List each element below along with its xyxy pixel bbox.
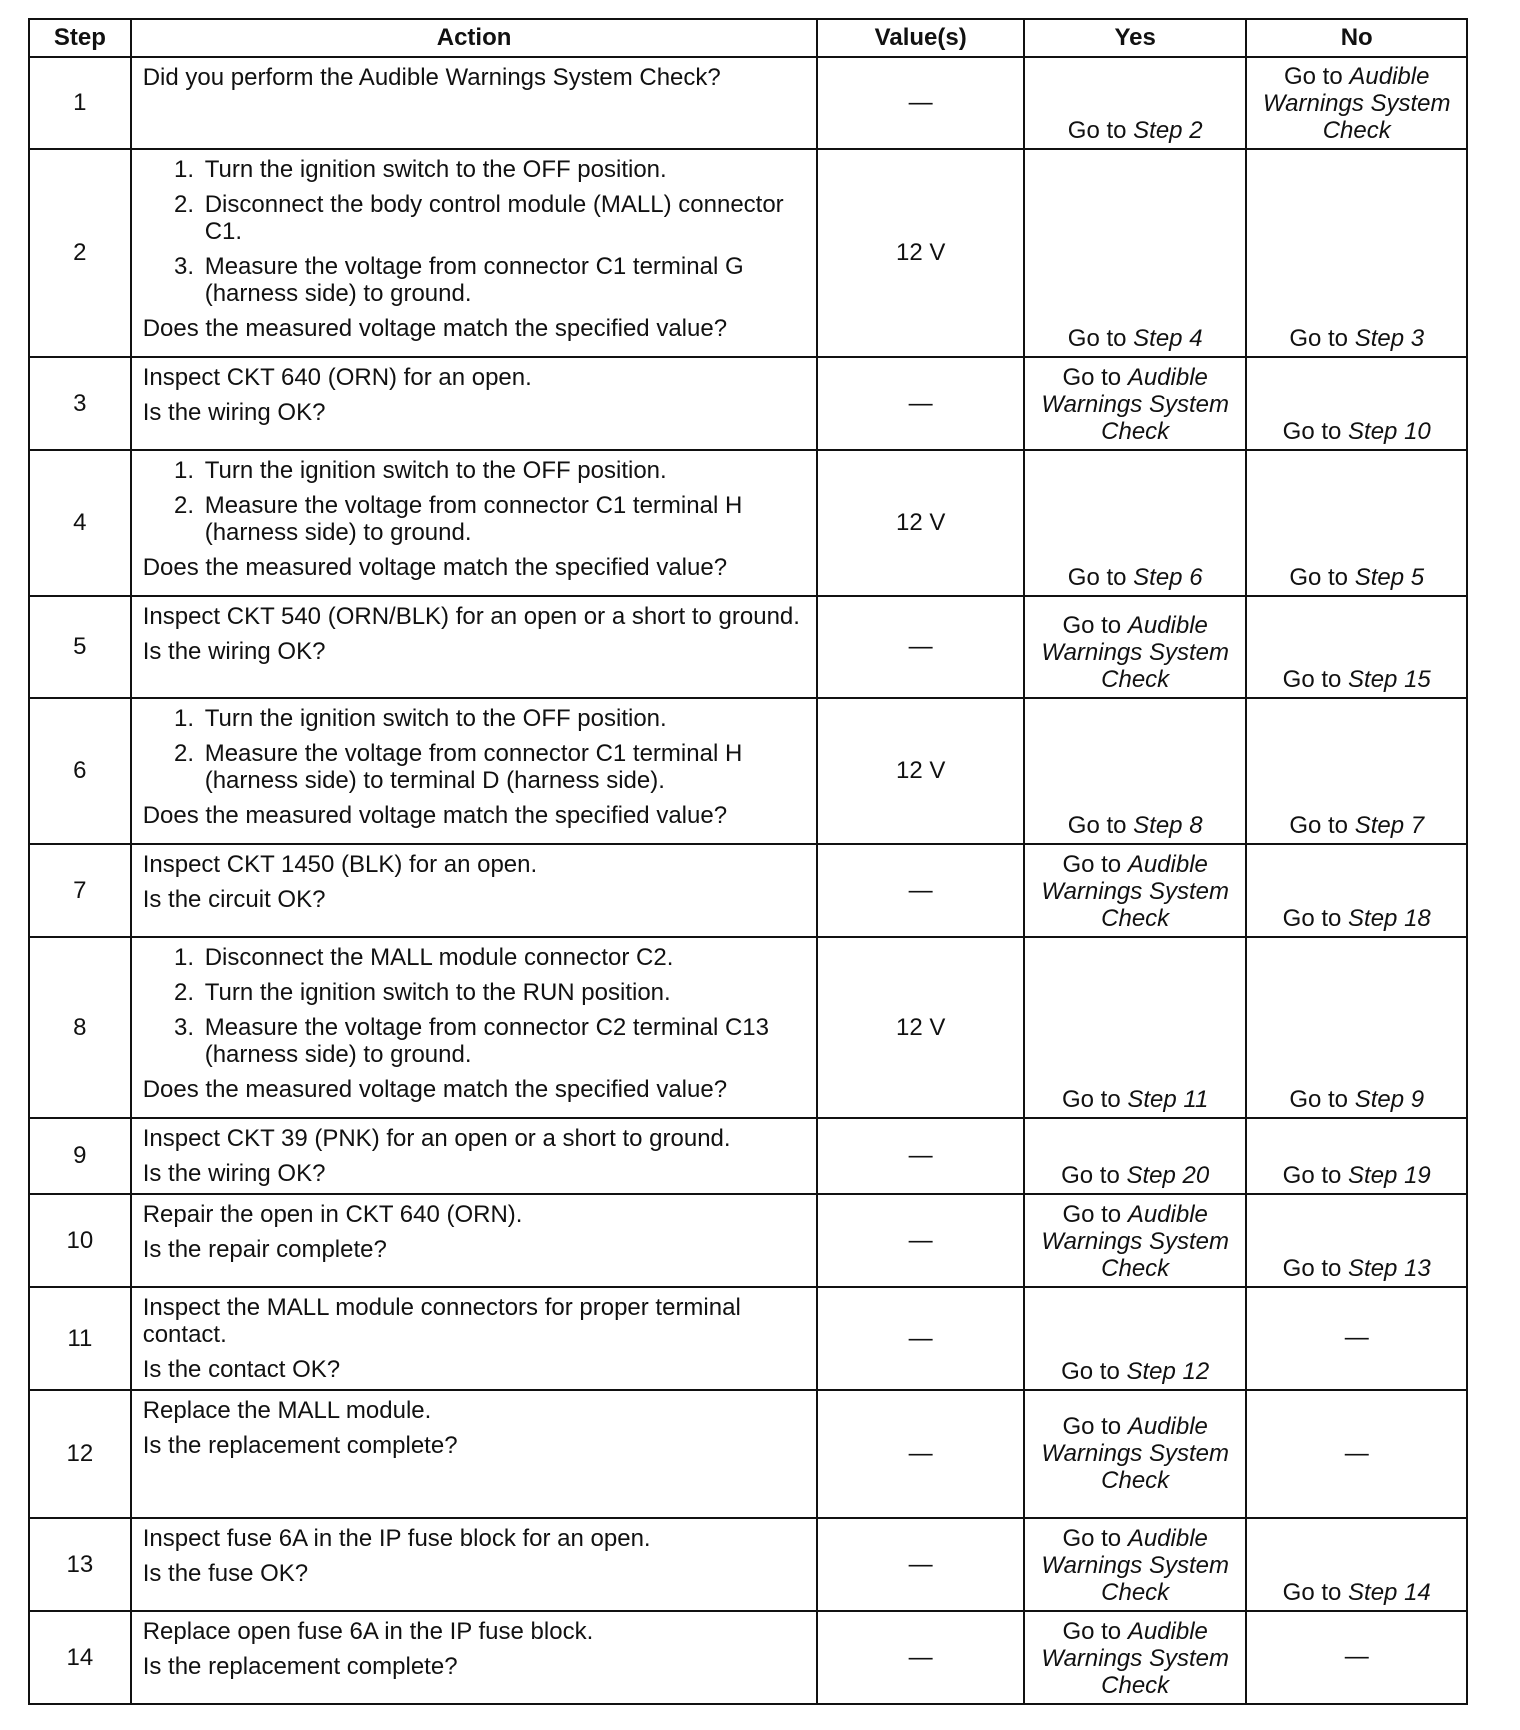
table-row — [29, 698, 1467, 844]
action-instruction: 3. Measure the voltage from connector C1 terminal G (harness side) to ground. — [201, 253, 807, 307]
value-cell: 12 V — [817, 149, 1023, 357]
value-cell: 12 V — [817, 937, 1023, 1118]
table-row — [29, 1194, 1467, 1287]
action-instruction: 2. Measure the voltage from connector C1 terminal H (harness side) to ground. — [201, 492, 807, 546]
step-number-cell: 1 — [29, 57, 131, 149]
action-text: Is the wiring OK? — [142, 399, 326, 426]
action-text: Inspect CKT 540 (ORN/BLK) for an open or a short to ground. — [142, 603, 800, 630]
yes-result-text: Go to — [1062, 1086, 1128, 1113]
yes-result-cell — [1024, 1194, 1247, 1287]
no-result-target: Step 14 — [1348, 1579, 1431, 1606]
yes-result-cell — [1024, 1287, 1247, 1390]
action-question: Does the measured voltage match the specified value? — [142, 554, 728, 581]
yes-result-target: Audible Warnings System Check — [1041, 364, 1229, 445]
action-text: Is the replacement complete? — [142, 1653, 458, 1680]
table-row — [29, 1611, 1467, 1704]
action-instruction-list — [143, 944, 807, 1068]
no-result-target: Step 13 — [1348, 1255, 1431, 1282]
table-row — [29, 357, 1467, 450]
step-number-cell: 6 — [29, 698, 131, 844]
diagnostic-table-sheet — [28, 18, 1468, 1699]
yes-result-target: Step 12 — [1126, 1358, 1210, 1385]
action-instruction: 1. Turn the ignition switch to the OFF position. — [201, 156, 807, 183]
yes-result-text: Go to — [1067, 117, 1134, 144]
yes-result-target: Step 4 — [1133, 325, 1203, 352]
action-text: Inspect fuse 6A in the IP fuse block for an open. — [142, 1525, 651, 1552]
action-instruction: 1. Turn the ignition switch to the OFF position. — [201, 705, 807, 732]
action-text: Inspect the MALL module connectors for proper terminal contact. — [142, 1294, 741, 1348]
action-cell — [131, 1194, 818, 1287]
no-result-cell — [1246, 1287, 1467, 1390]
no-result-text: Go to — [1289, 325, 1355, 352]
table-row — [29, 57, 1467, 149]
no-result-cell — [1246, 937, 1467, 1118]
value-cell: — — [817, 57, 1023, 149]
action-cell — [131, 698, 818, 844]
table-row — [29, 596, 1467, 698]
yes-result-cell — [1024, 1390, 1247, 1518]
table-row — [29, 937, 1467, 1118]
value-cell: — — [817, 1518, 1023, 1611]
table-row — [29, 844, 1467, 937]
no-result-cell — [1246, 450, 1467, 596]
action-instruction-list — [143, 457, 807, 546]
yes-result-text: Go to — [1062, 1201, 1128, 1228]
step-number-cell: 3 — [29, 357, 131, 450]
no-result-target: Step 3 — [1354, 325, 1425, 352]
yes-result-cell — [1024, 450, 1247, 596]
table-row — [29, 1287, 1467, 1390]
step-number-cell: 2 — [29, 149, 131, 357]
action-instruction-list — [143, 705, 807, 794]
action-cell — [131, 1287, 818, 1390]
step-number-cell: 8 — [29, 937, 131, 1118]
yes-result-text: Go to — [1062, 1525, 1128, 1552]
no-result-target: Step 7 — [1354, 812, 1425, 839]
action-text: Replace open fuse 6A in the IP fuse block. — [142, 1618, 594, 1645]
table-row — [29, 149, 1467, 357]
value-cell: — — [817, 1390, 1023, 1518]
action-text: Is the fuse OK? — [142, 1560, 309, 1587]
no-result-cell — [1246, 844, 1467, 937]
action-cell — [131, 844, 818, 937]
no-result-text: Go to — [1289, 1086, 1355, 1113]
yes-result-text: Go to — [1062, 612, 1128, 639]
no-result-text: Go to — [1284, 63, 1350, 90]
yes-result-cell — [1024, 844, 1247, 937]
yes-result-text: Go to — [1067, 325, 1134, 352]
header-row — [29, 19, 1467, 57]
action-instruction: 2. Disconnect the body control module (MALL) connector C1. — [201, 191, 807, 245]
value-cell: 12 V — [817, 450, 1023, 596]
yes-result-text: Go to — [1062, 364, 1128, 391]
no-result-target: Step 19 — [1348, 1162, 1431, 1189]
action-cell — [131, 596, 818, 698]
header-action: Action — [131, 19, 818, 57]
no-result-cell — [1246, 596, 1467, 698]
no-result-text: Go to — [1282, 418, 1349, 445]
no-result-text: Go to — [1282, 905, 1349, 932]
yes-result-target: Audible Warnings System Check — [1041, 1525, 1229, 1606]
action-instruction: 1. Turn the ignition switch to the OFF position. — [201, 457, 807, 484]
table-row — [29, 1118, 1467, 1194]
no-result-text: Go to — [1282, 1162, 1349, 1189]
yes-result-target: Step 20 — [1126, 1162, 1210, 1189]
action-cell — [131, 1611, 818, 1704]
action-text: Inspect CKT 640 (ORN) for an open. — [142, 364, 532, 391]
no-result-cell — [1246, 1611, 1467, 1704]
action-question: Does the measured voltage match the specified value? — [142, 1076, 728, 1103]
no-result-text: — — [1344, 1439, 1369, 1467]
action-cell — [131, 1518, 818, 1611]
no-result-cell — [1246, 698, 1467, 844]
yes-result-text: Go to — [1062, 1618, 1128, 1645]
yes-result-target: Audible Warnings System Check — [1041, 1201, 1229, 1282]
action-instruction-list — [143, 156, 807, 307]
yes-result-text: Go to — [1061, 1358, 1127, 1385]
action-question: Does the measured voltage match the specified value? — [142, 315, 728, 342]
action-text: Did you perform the Audible Warnings System Check? — [142, 64, 721, 91]
no-result-cell — [1246, 1390, 1467, 1518]
yes-result-target: Step 8 — [1133, 812, 1203, 839]
action-cell — [131, 57, 818, 149]
no-result-cell — [1246, 1518, 1467, 1611]
no-result-text: Go to — [1289, 564, 1355, 591]
action-cell — [131, 1118, 818, 1194]
table-row — [29, 1390, 1467, 1518]
action-cell — [131, 357, 818, 450]
yes-result-cell — [1024, 596, 1247, 698]
diagnostic-table — [28, 18, 1468, 1705]
no-result-target: Step 18 — [1348, 905, 1431, 932]
no-result-text: Go to — [1282, 1255, 1349, 1282]
header-no: No — [1246, 19, 1467, 57]
yes-result-target: Audible Warnings System Check — [1041, 1412, 1229, 1494]
action-cell — [131, 937, 818, 1118]
yes-result-target: Step 2 — [1133, 117, 1203, 144]
yes-result-cell — [1024, 937, 1247, 1118]
yes-result-text: Go to — [1067, 812, 1134, 839]
value-cell: — — [817, 1611, 1023, 1704]
action-instruction: 2. Measure the voltage from connector C1 terminal H (harness side) to terminal D (harness side). — [201, 740, 807, 794]
action-text: Is the contact OK? — [142, 1356, 341, 1383]
header-yes: Yes — [1024, 19, 1247, 57]
no-result-target: Step 5 — [1354, 564, 1425, 591]
yes-result-cell — [1024, 1611, 1247, 1704]
action-text: Is the repair complete? — [142, 1236, 387, 1263]
value-cell: — — [817, 1194, 1023, 1287]
yes-result-cell — [1024, 357, 1247, 450]
no-result-cell — [1246, 357, 1467, 450]
step-number-cell: 13 — [29, 1518, 131, 1611]
value-cell: — — [817, 357, 1023, 450]
no-result-cell — [1246, 1118, 1467, 1194]
action-text: Inspect CKT 39 (PNK) for an open or a short to ground. — [142, 1125, 731, 1152]
action-text: Replace the MALL module. — [142, 1397, 432, 1424]
value-cell: 12 V — [817, 698, 1023, 844]
value-cell: — — [817, 844, 1023, 937]
header-values: Value(s) — [817, 19, 1023, 57]
yes-result-target: Step 11 — [1127, 1086, 1209, 1113]
step-number-cell: 4 — [29, 450, 131, 596]
yes-result-cell — [1024, 149, 1247, 357]
yes-result-text: Go to — [1067, 564, 1134, 591]
yes-result-text: Go to — [1061, 1162, 1127, 1189]
no-result-text: — — [1344, 1324, 1369, 1351]
value-cell: — — [817, 1118, 1023, 1194]
no-result-text: Go to — [1282, 1579, 1349, 1606]
no-result-target: Audible Warnings System Check — [1262, 63, 1451, 144]
yes-result-cell — [1024, 698, 1247, 844]
step-number-cell: 5 — [29, 596, 131, 698]
yes-result-text: Go to — [1062, 851, 1128, 878]
action-cell — [131, 450, 818, 596]
step-number-cell: 10 — [29, 1194, 131, 1287]
no-result-target: Step 15 — [1348, 666, 1431, 693]
action-instruction: 3. Measure the voltage from connector C2 terminal C13 (harness side) to ground. — [201, 1014, 807, 1068]
action-text: Is the wiring OK? — [142, 638, 326, 665]
action-text: Is the replacement complete? — [142, 1432, 458, 1459]
action-instruction: 1. Disconnect the MALL module connector C2. — [201, 944, 807, 971]
action-question: Does the measured voltage match the specified value? — [142, 802, 728, 829]
table-row — [29, 1518, 1467, 1611]
step-number-cell: 11 — [29, 1287, 131, 1390]
action-cell — [131, 1390, 818, 1518]
no-result-text: Go to — [1282, 666, 1349, 693]
yes-result-target: Audible Warnings System Check — [1041, 612, 1229, 693]
no-result-text: Go to — [1289, 812, 1355, 839]
no-result-cell — [1246, 1194, 1467, 1287]
action-text: Is the circuit OK? — [142, 886, 326, 913]
action-text: Is the wiring OK? — [142, 1160, 326, 1187]
value-cell: — — [817, 596, 1023, 698]
no-result-target: Step 9 — [1354, 1086, 1425, 1113]
yes-result-target: Audible Warnings System Check — [1041, 851, 1229, 932]
step-number-cell: 7 — [29, 844, 131, 937]
action-text: Inspect CKT 1450 (BLK) for an open. — [142, 851, 538, 878]
step-number-cell: 12 — [29, 1390, 131, 1518]
yes-result-cell — [1024, 1518, 1247, 1611]
yes-result-target: Step 6 — [1133, 564, 1203, 591]
header-step: Step — [29, 19, 131, 57]
action-instruction: 2. Turn the ignition switch to the RUN position. — [201, 979, 807, 1006]
step-number-cell: 9 — [29, 1118, 131, 1194]
value-cell: — — [817, 1287, 1023, 1390]
yes-result-target: Audible Warnings System Check — [1041, 1618, 1229, 1699]
no-result-cell — [1246, 57, 1467, 149]
yes-result-cell — [1024, 1118, 1247, 1194]
no-result-text: — — [1344, 1643, 1369, 1670]
no-result-target: Step 10 — [1348, 418, 1431, 445]
step-number-cell: 14 — [29, 1611, 131, 1704]
table-row — [29, 450, 1467, 596]
yes-result-cell — [1024, 57, 1247, 149]
yes-result-text: Go to — [1062, 1412, 1128, 1440]
no-result-cell — [1246, 149, 1467, 357]
action-cell — [131, 149, 818, 357]
action-text: Repair the open in CKT 640 (ORN). — [142, 1201, 523, 1228]
